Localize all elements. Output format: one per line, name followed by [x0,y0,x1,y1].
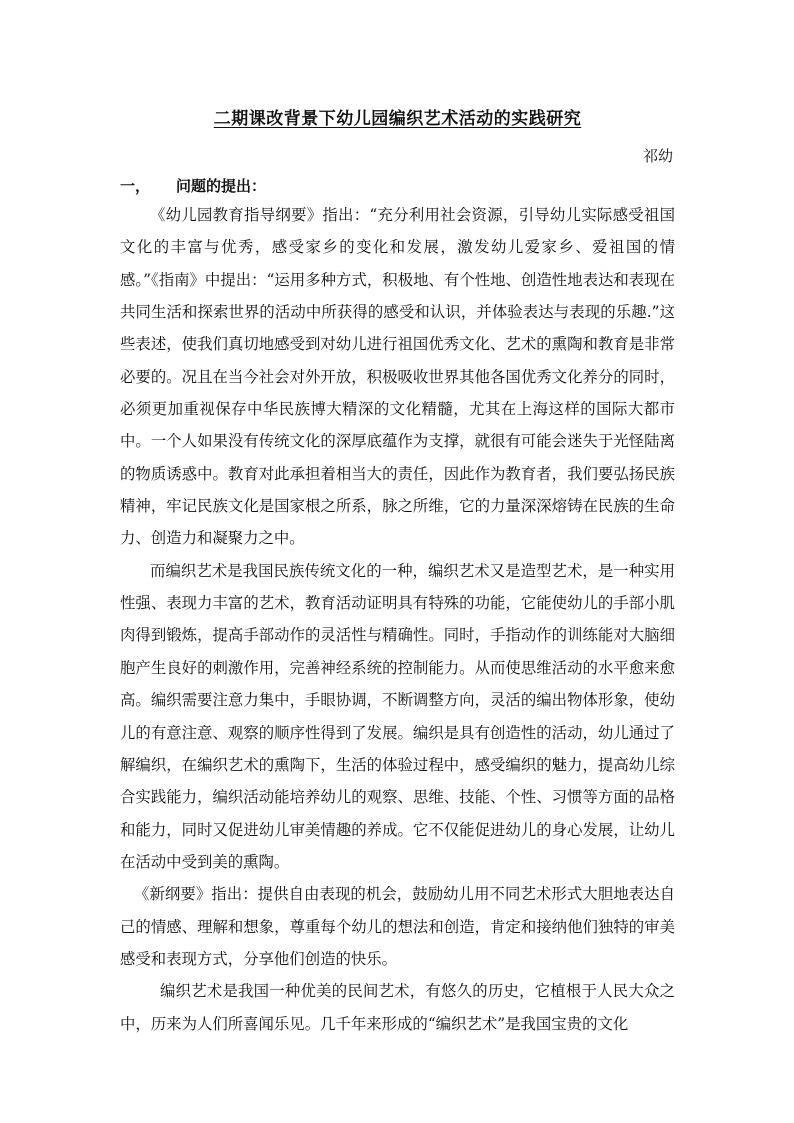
paragraph: 编织艺术是我国一种优美的民间艺术，有悠久的历史，它植根于人民大众之中，历来为人们所喜闻乐见。几千年来形成的“编织艺术”是我国宝贵的文化 [120,982,675,1033]
section-title: 问题的提出： [176,177,267,195]
document-title: 二期课改背景下幼儿园编织艺术活动的实践研究 [213,109,582,129]
body-text [120,199,675,1040]
section-number: 一， [120,177,151,195]
paragraph: 《新纲要》指出：提供自由表现的机会，鼓励幼儿用不同艺术形式大胆地表达自己的情感、理解和想象，尊重每个幼儿的想法和创造，肯定和接纳他们独特的审美感受和表现方式，分享他们创造的快乐。 [120,885,675,968]
paragraph: 《幼儿园教育指导纲要》指出：“充分利用社会资源，引导幼儿实际感受祖国文化的丰富与优秀，感受家乡的变化和发展，激发幼儿爱家乡、爱祖国的情感。”《指南》中提出：“运用多种方式，积极地、有个性地、创造性地表达和表现在共同生活和探索世界的活动中所获得的感受和认识，并体验表达与表现的乐趣.”这些表述，使我们真切地感受到对幼儿进行祖国优秀文化、艺术的熏陶和教育是非常必要的。况且在当今社会对外开放，积极吸收世界其他各国优秀文化养分的同时，必须更加重视保存中华民族博大精深的文化精髓，尤其在上海这样的国际大都市中。一个人如果没有传统文化的深厚底蕴作为支撑，就很有可能会迷失于光怪陆离的物质诱惑中。教育对此承担着相当大的责任，因此作为教育者，我们要弘扬民族精神，牢记民族文化是国家根之所系，脉之所维，它的力量深深熔铸在民族的生命力、创造力和凝聚力之中。 [120,206,675,548]
author-name: 祁幼 [642,147,673,165]
section-heading [120,175,266,196]
paragraph: 而编织艺术是我国民族传统文化的一种，编织艺术又是造型艺术，是一种实用性强、表现力丰富的艺术，教育活动证明具有特殊的功能，它能使幼儿的手部小肌肉得到锻炼，提高手部动作的灵活性与精确性。同时，手指动作的训练能对大脑细胞产生良好的刺激作用，完善神经系统的控制能力。从而使思维活动的水平愈来愈高。编织需要注意力集中，手眼协调，不断调整方向，灵活的编出物体形象，使幼儿的有意注意、观察的顺序性得到了发展。编织是具有创造性的活动，幼儿通过了解编织，在编织艺术的熏陶下，生活的体验过程中，感受编织的魅力，提高幼儿综合实践能力，编织活动能培养幼儿的观察、思维、技能、个性、习惯等方面的品格和能力，同时又促进幼儿审美情趣的养成。它不仅能促进幼儿的身心发展，让幼儿在活动中受到美的熏陶。 [120,561,675,871]
